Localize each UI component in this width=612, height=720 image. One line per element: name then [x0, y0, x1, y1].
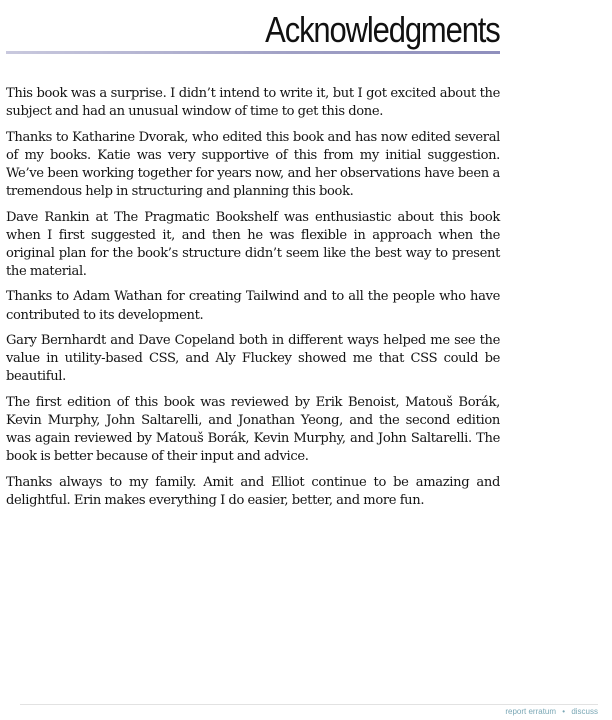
paragraph-publisher-thanks: Dave Rankin at The Pragmatic Bookshelf was enthusiastic about this book when I first suggested it, and then he was flexible in approach when the original plan for the book’s structure didn’t seem like the best way to present the material.: [6, 209, 500, 279]
paragraph-intro: This book was a surprise. I didn’t intend to write it, but I got excited about the subject and had an unusual window of time to get this done.: [6, 86, 500, 120]
page-header: [6, 8, 500, 54]
paragraph-family: Thanks always to my family. Amit and Elliot continue to be amazing and delightful. Erin makes everything I do easier, better, and more fun.: [6, 474, 500, 508]
discuss-link[interactable]: discuss: [571, 707, 598, 716]
title-underline: [6, 51, 500, 54]
report-erratum-link[interactable]: report erratum: [505, 707, 557, 716]
paragraph-editor-thanks: Thanks to Katharine Dvorak, who edited this book and has now edited several of my books. Katie was very supportive of this from my initial suggestion. We’ve been working together for years now, and her observations have been a tremendous help in structuring and planning this book.: [6, 129, 500, 199]
paragraph-reviewers: The first edition of this book was reviewed by Erik Benoist, Matouš Borák, Kevin Murphy, John Saltarelli, and Jonathan Yeong, and the second edition was again reviewed by Matouš Borák, Kevin Murphy, and John Saltarelli. The book is better because of their input and advice.: [6, 394, 500, 465]
paragraph-css-influences: Gary Bernhardt and Dave Copeland both in different ways helped me see the value in utility-based CSS, and Aly Fluckey showed me that CSS could be beautiful.: [6, 333, 500, 385]
footer-separator: •: [562, 707, 566, 716]
footer-divider: [20, 704, 598, 705]
page-title: Acknowledgments: [265, 9, 500, 50]
body-text: [6, 85, 500, 517]
paragraph-tailwind-thanks: Thanks to Adam Wathan for creating Tailwind and to all the people who have contributed to its development.: [6, 289, 500, 323]
footer-links: [505, 706, 598, 718]
